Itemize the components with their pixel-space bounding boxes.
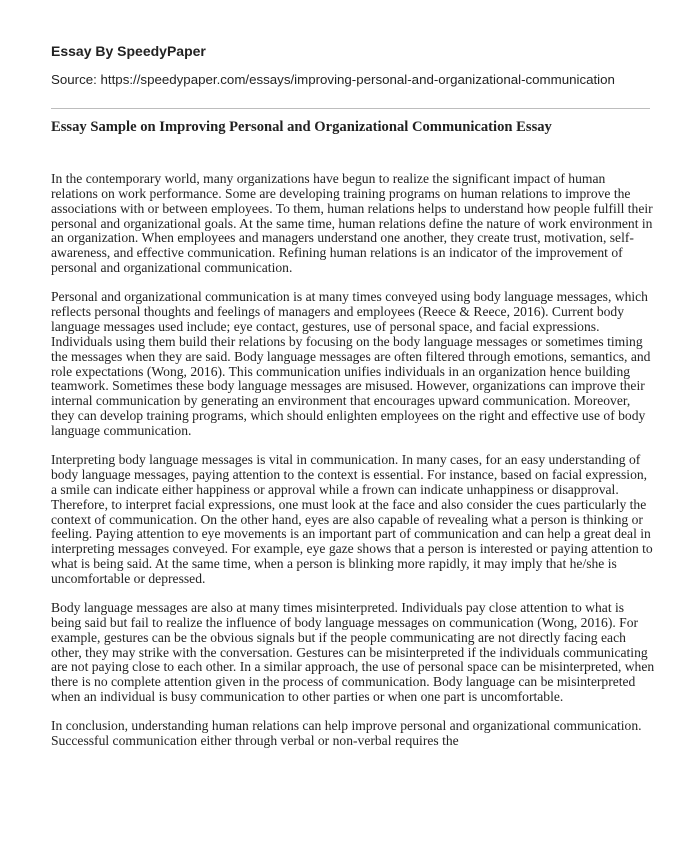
source-line: Source: https://speedypaper.com/essays/improving-personal-and-organizational-communication	[51, 72, 615, 87]
paragraph: Interpreting body language messages is vital in communication. In many cases, for an easy understanding of body language messages, paying attention to the context is essential. For instance, based on facial expression, a smile can indicate either happiness or approval while a frown can indicate unhappiness or disapproval. Therefore, to interpret facial expressions, one must look at the face and also consider the cues particularly the context of communication. On the other hand, eyes are also capable of revealing what a person is thinking or feeling. Paying attention to eye movements is an important part of communication and can help a great deal in interpreting messages conveyed. For example, eye gaze shows that a person is interested or paying attention to what is being said. At the same time, when a person is blinking more rapidly, it may imply that he/she is uncomfortable or depressed.	[51, 452, 653, 586]
document-brand: Essay By SpeedyPaper	[51, 43, 206, 59]
paragraph: Personal and organizational communication is at many times conveyed using body language messages, which reflects personal thoughts and feelings of managers and employees (Reece & Reece, 2016). Current body language messages used include; eye contact, gestures, use of personal space, and facial expressions. Individuals using them build their relations by focusing on the body language messages or sometimes timing the messages when they are said. Body language messages are often filtered through emotions, semantics, and role expectations (Wong, 2016). This communication unifies individuals in an organization hence building teamwork. Sometimes these body language messages are misused. However, organizations can improve their internal communication by generating an environment that encourages upward communication. Moreover, they can develop training programs, which should enlighten employees on the right and effective use of body language communication.	[51, 289, 651, 438]
paragraph: Body language messages are also at many times misinterpreted. Individuals pay close attention to what is being said but fail to realize the influence of body language messages on communication (Wong, 2016). For example, gestures can be the obvious signals but if the people communicating are not directly facing each other, they may strike with the conversation. Gestures can be misinterpreted if the individuals communicating are not paying close to each other. In a similar approach, the use of personal space can be misinterpreted, when there is no complete attention given in the process of communication. Body language can be misinterpreted when an individual is busy communication to other parties or when one part is uncomfortable.	[51, 600, 655, 705]
paragraph: In conclusion, understanding human relations can help improve personal and organizational communication. Successful communication either through verbal or non-verbal requires the	[51, 718, 642, 749]
essay-body	[51, 172, 655, 763]
essay-title: Essay Sample on Improving Personal and Organizational Communication Essay	[51, 119, 552, 135]
divider	[51, 108, 650, 109]
paragraph: In the contemporary world, many organizations have begun to realize the significant impact of human relations on work performance. Some are developing training programs on human relations to improve the associations with or between employees. To them, human relations helps to understand how people fulfill their personal and organizational goals. At the same time, human relations define the nature of work environment in an organization. When employees and managers understand one another, they create trust, motivation, self-awareness, and effective communication. Refining human relations is an indicator of the improvement of personal and organizational communication.	[51, 171, 653, 276]
